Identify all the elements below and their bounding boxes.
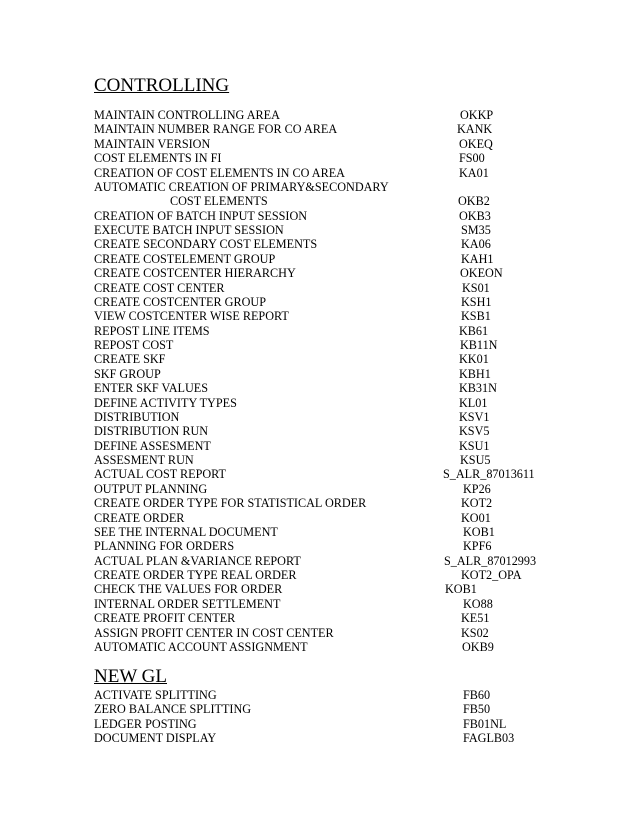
tcode-row xyxy=(94,151,638,165)
tcode-description: CREATE SECONDARY COST ELEMENTS xyxy=(94,237,318,252)
tcode-description: DOCUMENT DISPLAY xyxy=(94,731,217,746)
tcode-description: INTERNAL ORDER SETTLEMENT xyxy=(94,596,281,611)
tcode-row xyxy=(94,108,638,122)
tcode-description: CREATE ORDER TYPE FOR STATISTICAL ORDER xyxy=(94,496,367,511)
tcode-description: DEFINE ACTIVITY TYPES xyxy=(94,395,237,410)
tcode-row xyxy=(94,597,638,611)
tcode-description: ENTER SKF VALUES xyxy=(94,381,208,396)
tcode-row xyxy=(94,252,638,266)
tcode-description: SEE THE INTERNAL DOCUMENT xyxy=(94,524,278,539)
tcode-value: OKEON xyxy=(460,266,503,281)
tcode-description: CREATE ORDER TYPE REAL ORDER xyxy=(94,568,297,582)
section-heading-controlling: CONTROLLING xyxy=(94,75,230,96)
tcode-value: KA01 xyxy=(459,165,489,180)
tcode-row xyxy=(94,324,638,338)
tcode-row xyxy=(94,611,638,625)
tcode-value: S_ALR_87013611 xyxy=(443,467,535,482)
tcode-description: CREATE ORDER xyxy=(94,510,185,525)
tcode-row xyxy=(94,453,638,467)
tcode-value: FB01NL xyxy=(463,716,507,731)
tcode-value: KS01 xyxy=(462,280,490,295)
tcode-value: KB61 xyxy=(459,323,489,338)
tcode-description: CREATE COSTCENTER HIERARCHY xyxy=(94,266,296,281)
tcode-value: KBH1 xyxy=(459,366,491,381)
tcode-row xyxy=(94,496,638,510)
tcode-value: SM35 xyxy=(461,223,491,237)
tcode-description: CREATE SKF xyxy=(94,352,166,367)
tcode-description: CREATE COST CENTER xyxy=(94,280,225,295)
tcode-value: FS00 xyxy=(459,151,485,166)
tcode-value: OKKP xyxy=(460,108,494,122)
tcode-row xyxy=(94,511,638,525)
tcode-value: OKEQ xyxy=(459,136,493,151)
tcode-value: KA06 xyxy=(461,237,491,252)
tcode-row xyxy=(94,539,638,553)
tcode-value: KSB1 xyxy=(461,309,491,324)
tcode-value: KOB1 xyxy=(463,524,495,539)
tcode-description: SKF GROUP xyxy=(94,366,161,381)
tcode-description: OUTPUT PLANNING xyxy=(94,481,208,496)
tcode-value: S_ALR_87012993 xyxy=(444,553,537,568)
tcode-value: KL01 xyxy=(459,395,488,410)
tcode-value: KSV1 xyxy=(459,409,490,424)
tcode-description: MAINTAIN CONTROLLING AREA xyxy=(94,108,280,122)
tcode-row xyxy=(94,166,638,180)
tcode-description: CREATION OF COST ELEMENTS IN CO AREA xyxy=(94,165,345,180)
tcode-value: FB50 xyxy=(463,702,491,717)
new-gl-tcode-list xyxy=(94,688,638,746)
tcode-row xyxy=(94,281,638,295)
tcode-description: CREATE PROFIT CENTER xyxy=(94,611,236,626)
tcode-row xyxy=(94,568,638,582)
tcode-value: KO01 xyxy=(461,510,491,525)
tcode-value: KSH1 xyxy=(461,294,492,309)
tcode-value: FB60 xyxy=(463,688,491,702)
tcode-row xyxy=(94,410,638,424)
tcode-row xyxy=(94,352,638,366)
tcode-row xyxy=(94,367,638,381)
tcode-value: KB31N xyxy=(459,381,497,396)
tcode-value: OKB9 xyxy=(462,639,494,654)
tcode-description: DISTRIBUTION xyxy=(94,409,180,424)
tcode-row xyxy=(94,582,638,596)
tcode-row xyxy=(94,717,638,731)
tcode-description: ZERO BALANCE SPLITTING xyxy=(94,702,252,717)
tcode-description: CREATE COSTCENTER GROUP xyxy=(94,294,266,309)
tcode-value: FAGLB03 xyxy=(463,731,515,746)
tcode-description: LEDGER POSTING xyxy=(94,716,197,731)
tcode-row xyxy=(94,180,638,194)
tcode-description: ASSIGN PROFIT CENTER IN COST CENTER xyxy=(94,625,334,640)
tcode-row xyxy=(94,338,638,352)
tcode-row xyxy=(94,295,638,309)
tcode-row xyxy=(94,731,638,745)
tcode-value: KANK xyxy=(457,122,493,137)
tcode-row xyxy=(94,137,638,151)
tcode-description: MAINTAIN NUMBER RANGE FOR CO AREA xyxy=(94,122,338,137)
tcode-value: KSU1 xyxy=(459,438,490,453)
tcode-value: KE51 xyxy=(461,611,490,626)
tcode-value: KOB1 xyxy=(445,582,477,597)
tcode-description: ACTUAL PLAN &VARIANCE REPORT xyxy=(94,553,301,568)
tcode-value: KOT2_OPA xyxy=(461,568,522,582)
tcode-row xyxy=(94,688,638,702)
tcode-row xyxy=(94,424,638,438)
tcode-description: DEFINE ASSESMENT xyxy=(94,438,211,453)
tcode-description: PLANNING FOR ORDERS xyxy=(94,539,235,554)
tcode-value: KK01 xyxy=(459,352,489,367)
tcode-description: ACTUAL COST REPORT xyxy=(94,467,226,482)
tcode-description: AUTOMATIC CREATION OF PRIMARY&SECONDARY xyxy=(94,179,389,194)
tcode-value: OKB2 xyxy=(458,194,490,209)
tcode-row xyxy=(94,525,638,539)
tcode-description: CREATE COSTELEMENT GROUP xyxy=(94,251,276,266)
tcode-description: MAINTAIN VERSION xyxy=(94,136,211,151)
tcode-value: KPF6 xyxy=(463,539,492,554)
section-heading-new-gl: NEW GL xyxy=(94,666,167,687)
tcode-value: KAH1 xyxy=(461,251,494,266)
tcode-row xyxy=(94,122,638,136)
tcode-description: VIEW COSTCENTER WISE REPORT xyxy=(94,309,289,324)
tcode-row xyxy=(94,237,638,251)
tcode-row xyxy=(94,482,638,496)
tcode-value: KSU5 xyxy=(460,453,491,467)
tcode-row xyxy=(94,381,638,395)
tcode-description: COST ELEMENTS IN FI xyxy=(94,151,222,166)
tcode-value: KB11N xyxy=(460,338,498,352)
tcode-value: KOT2 xyxy=(461,496,493,511)
tcode-row xyxy=(94,209,638,223)
tcode-description: COST ELEMENTS xyxy=(170,194,268,209)
tcode-row xyxy=(94,223,638,237)
tcode-value: KO88 xyxy=(463,596,493,611)
tcode-row xyxy=(94,626,638,640)
tcode-row xyxy=(94,554,638,568)
tcode-value: KSV5 xyxy=(459,424,490,439)
tcode-row xyxy=(94,266,638,280)
tcode-row xyxy=(94,640,638,654)
tcode-description: ACTIVATE SPLITTING xyxy=(94,688,217,702)
tcode-row xyxy=(94,194,638,208)
tcode-value: OKB3 xyxy=(459,208,491,223)
tcode-description: AUTOMATIC ACCOUNT ASSIGNMENT xyxy=(94,639,308,654)
tcode-row xyxy=(94,396,638,410)
tcode-description: CREATION OF BATCH INPUT SESSION xyxy=(94,208,308,223)
tcode-description: REPOST LINE ITEMS xyxy=(94,323,210,338)
tcode-description: CHECK THE VALUES FOR ORDER xyxy=(94,582,283,597)
tcode-description: DISTRIBUTION RUN xyxy=(94,424,209,439)
tcode-description: ASSESMENT RUN xyxy=(94,453,194,467)
tcode-description: REPOST COST xyxy=(94,338,174,352)
controlling-tcode-list xyxy=(94,108,638,654)
tcode-description: EXECUTE BATCH INPUT SESSION xyxy=(94,223,284,237)
tcode-row xyxy=(94,702,638,716)
tcode-row xyxy=(94,439,638,453)
tcode-row xyxy=(94,467,638,481)
tcode-row xyxy=(94,309,638,323)
tcode-value: KS02 xyxy=(461,625,489,640)
tcode-value: KP26 xyxy=(463,481,491,496)
